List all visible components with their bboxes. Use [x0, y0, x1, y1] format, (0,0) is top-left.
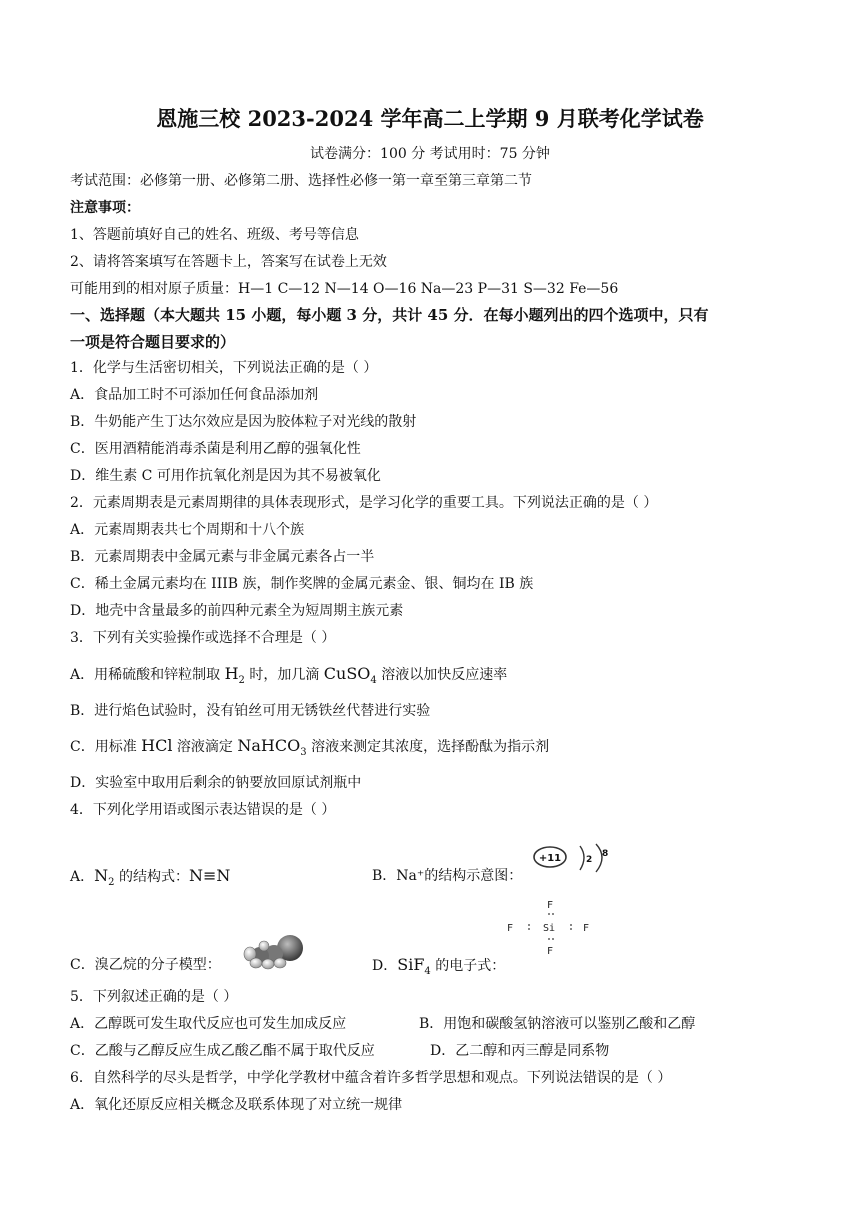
page-title: 恩施三校 2023-2024 学年高二上学期 9 月联考化学试卷 [156, 106, 704, 131]
option-text: A． [70, 869, 95, 885]
option-text: C．用标准 [70, 739, 142, 755]
notice-item: 1、答题前填好自己的姓名、班级、考号等信息 [70, 227, 359, 243]
question-1-option-b: B．牛奶能产生丁达尔效应是因为胶体粒子对光线的散射 [70, 414, 417, 430]
question-4-option-c: C．溴乙烷的分子模型： [70, 957, 221, 973]
nucleus-charge: +11 [538, 853, 562, 864]
formula-text: N [94, 866, 109, 885]
sif4-electron-formula [505, 896, 600, 958]
notice-heading: 注意事项： [70, 200, 140, 216]
question-5-option-b: B．用饱和碳酸氢钠溶液可以鉴别乙酸和乙醇 [419, 1016, 696, 1032]
option-text: 溶液滴定 [172, 739, 238, 755]
question-3-option-d: D．实验室中取用后剩余的钠要放回原试剂瓶中 [70, 775, 362, 791]
question-6-stem: 6．自然科学的尽头是哲学，中学化学教材中蕴含着许多哲学思想和观点。下列说法错误的是（ ） [70, 1070, 672, 1086]
na-ion-structure-diagram [528, 842, 618, 882]
formula-text: H [224, 664, 239, 683]
question-3-stem: 3．下列有关实验操作或选择不合理是（ ） [70, 630, 336, 646]
fluorine-right: F [583, 923, 590, 934]
formula-text: NaHCO [237, 736, 301, 755]
formula-h2 [224, 664, 245, 687]
hydrogen-atom [250, 958, 262, 968]
question-4-option-a [70, 866, 230, 893]
option-text: 的结构式： [114, 869, 189, 885]
formula-subscript: 2 [238, 675, 245, 687]
formula-subscript: 4 [370, 675, 377, 687]
atomic-masses: 可能用到的相对原子质量：H—1 C—12 N—14 O—16 Na—23 P—31 S—32 Fe—56 [70, 281, 619, 297]
fluorine-bottom: F [547, 946, 554, 957]
question-4-stem: 4．下列化学用语或图示表达错误的是（ ） [70, 802, 336, 818]
option-text: 溶液以加快反应速率 [376, 667, 508, 683]
option-text: A．用稀硫酸和锌粒制取 [70, 667, 225, 683]
question-2-option-d: D．地壳中含量最多的前四种元素全为短周期主族元素 [70, 603, 404, 619]
question-5-stem: 5．下列叙述正确的是（ ） [70, 989, 238, 1005]
shell-2-count: 8 [602, 849, 609, 859]
formula-text: SiF [397, 955, 425, 974]
option-text: 时，加几滴 [244, 667, 324, 683]
fluorine-left: F [507, 923, 514, 934]
question-2-option-b: B．元素周期表中金属元素与非金属元素各占一半 [70, 549, 375, 565]
question-2-stem: 2．元素周期表是元素周期律的具体表现形式，是学习化学的重要工具。下列说法正确的是（ ） [70, 495, 658, 511]
formula-text: CuSO [323, 664, 371, 683]
shell-1-count: 2 [586, 855, 593, 865]
question-1-option-a: A．食品加工时不可添加任何食品添加剂 [70, 387, 319, 403]
exam-scope: 考试范围：必修第一册、必修第二册、选择性必修一第一章至第三章第二节 [70, 173, 532, 189]
formula-subscript: 2 [108, 877, 115, 889]
formula-hcl: HCl [141, 736, 173, 755]
formula-nahco3 [237, 736, 307, 759]
question-4-option-b: B．Na⁺的结构示意图： [372, 868, 523, 884]
question-1-option-d: D．维生素 C 可用作抗氧化剂是因为其不易被氧化 [70, 468, 381, 484]
option-text: 的电子式： [430, 958, 506, 974]
question-3-option-c [70, 736, 549, 763]
fluorine-top: F [547, 900, 554, 911]
section-heading-cont: 一项是符合题目要求的） [70, 333, 236, 351]
formula-subscript: 4 [424, 966, 431, 978]
option-text: D． [372, 958, 398, 974]
hydrogen-atom [274, 958, 286, 968]
question-5-option-d: D．乙二醇和丙三醇是同系物 [430, 1043, 610, 1059]
formula-n2 [94, 866, 115, 889]
question-1-stem: 1．化学与生活密切相关，下列说法正确的是（ ） [70, 360, 378, 376]
formula-cuso4 [323, 664, 377, 687]
question-4-option-d [372, 955, 505, 982]
question-3-option-b: B．进行焰色试验时，没有铂丝可用无锈铁丝代替进行实验 [70, 703, 431, 719]
option-text: 溶液来测定其浓度，选择酚酞为指示剂 [306, 739, 550, 755]
bromoethane-model-icon [240, 934, 310, 970]
question-2-option-c: C．稀土金属元素均在 IIIB 族，制作奖牌的金属元素金、银、铜均在 IB 族 [70, 576, 534, 592]
question-2-option-a: A．元素周期表共七个周期和十八个族 [70, 522, 305, 538]
hydrogen-atom [259, 941, 269, 951]
formula-subscript: 3 [300, 747, 307, 759]
electron-shell-1 [580, 846, 584, 870]
hydrogen-atom [262, 959, 274, 969]
exam-info: 试卷满分：100 分 考试用时：75 分钟 [310, 146, 550, 162]
notice-item: 2、请将答案填写在答题卡上，答案写在试卷上无效 [70, 254, 387, 270]
silicon-center: Si [543, 923, 556, 934]
structural-formula: N≡N [188, 866, 231, 885]
section-heading: 一、选择题（本大题共 15 小题，每小题 3 分，共计 45 分．在每小题列出的四个选项中，只有 [70, 306, 709, 324]
question-6-option-a: A．氧化还原反应相关概念及联系体现了对立统一规律 [70, 1097, 403, 1113]
formula-sif4 [397, 955, 431, 978]
question-5-option-c: C．乙酸与乙醇反应生成乙酸乙酯不属于取代反应 [70, 1043, 375, 1059]
question-5-option-a: A．乙醇既可发生取代反应也可发生加成反应 [70, 1016, 347, 1032]
question-1-option-c: C．医用酒精能消毒杀菌是利用乙醇的强氧化性 [70, 441, 361, 457]
question-3-option-a [70, 664, 507, 691]
